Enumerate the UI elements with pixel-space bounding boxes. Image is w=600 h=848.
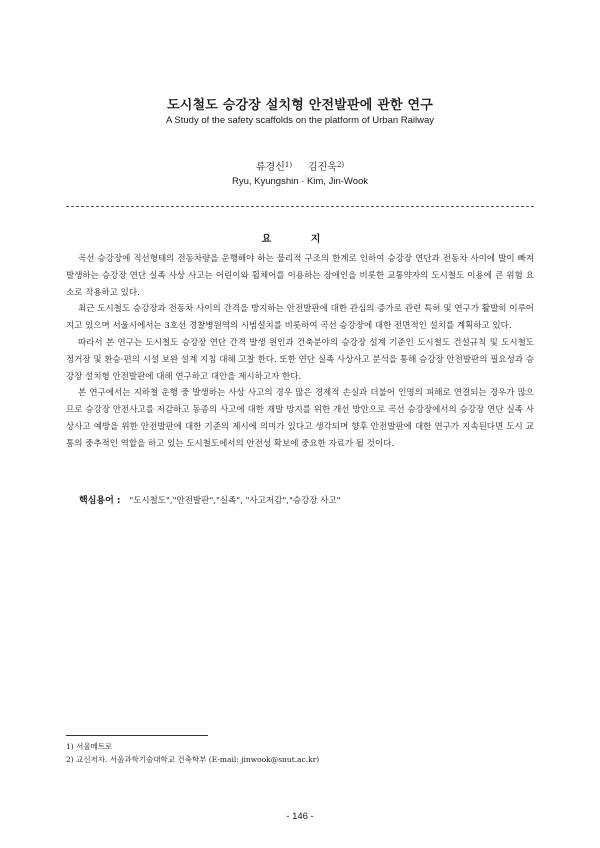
author-1-footnote-mark: 1) <box>284 161 293 169</box>
author-2-name: 김진욱 <box>307 162 337 173</box>
keywords-list: "도시철도","안전발판","실족", "사고저감","승강장 사고" <box>129 496 341 506</box>
paper-title-english: A Study of the safety scaffolds on the platform of Urban Railway <box>165 115 435 126</box>
footnote-2: 2) 교신저자. 서울과학기술대학교 건축학부 (E-mail: jinwook@snut.ac.kr) <box>66 755 320 764</box>
footnote-1: 1) 서울메트로 <box>66 742 113 751</box>
author-names-korean <box>0 158 600 173</box>
abstract-paragraph: 따라서 본 연구는 도시철도 승강장 연단 간격 발생 원인과 건축분야의 승강장 설계 기준인 도시철도 건설규칙 및 도시철도 정거장 및 환승·편의 시설 보완 설계 지침 대해 고찰 한다. 또한 연단 실족 사상사고 분석을 통해 승강장 안전발판의 필요성과 승강장 설치형 안전발판에 대해 연구하고 대안을 제시하고자 한다. <box>66 337 534 382</box>
author-names-english: Ryu, Kyungshin · Kim, Jin-Wook <box>231 176 369 187</box>
abstract-paragraph: 본 연구에서는 지하철 운행 중 발생하는 사상 사고의 경우 많은 경제적 손실과 더불어 인명의 피해로 연결되는 경우가 많으므로 승강장 안전사고를 저감하고 동종의 사고에 대한 재발 방지를 위한 개선 방안으로 곡선 승강장에서의 승강장 연단 실족 사상사고 예방을 위한 안전발판에 대한 기준의 제시에 의미가 있다고 생각되며 향후 안전발판에 대한 연구가 지속된다면 도시 교통의 중추적인 역할을 하고 있는 도시철도에서의 안전성 확보에 중요한 자료가 될 것이다. <box>66 388 534 449</box>
page-number: - 146 - <box>286 811 314 822</box>
author-1-name: 류경신 <box>255 162 285 173</box>
footnotes <box>66 740 536 766</box>
keywords-label: 핵심용어 : <box>79 496 121 506</box>
abstract-paragraph: 곡선 승강장에 직선형태의 전동차량을 운행해야 하는 물리적 구조의 한계로 인하여 승강장 연단과 전동차 사이에 발이 빠져 발생하는 승강장 연단 실족 사상 사고는 어린이와 휠체어를 이용하는 장애인을 비롯한 교통약자의 도시철도 이용에 큰 위험 요소로 작용하고 있다. <box>66 254 534 298</box>
abstract-paragraph: 최근 도시철도 승강장과 전동차 사이의 간격을 방지하는 안전발판에 대한 관심의 증가로 관련 특허 및 연구가 활발히 이루어지고 있으며 서울시에서는 3호선 경찰병원역의 시범설치를 비롯하여 곡선 승강장에 대한 전면적인 설치를 계획하고 있다. <box>66 304 534 332</box>
abstract-heading: 요 지 <box>261 234 339 245</box>
header-divider <box>66 206 534 207</box>
author-2-footnote-mark: 2) <box>336 161 345 169</box>
footnote-divider <box>66 735 208 736</box>
keywords-line <box>79 493 539 506</box>
paper-title-korean: 도시철도 승강장 설치형 안전발판에 관한 연구 <box>166 98 434 113</box>
abstract-body <box>66 251 534 453</box>
